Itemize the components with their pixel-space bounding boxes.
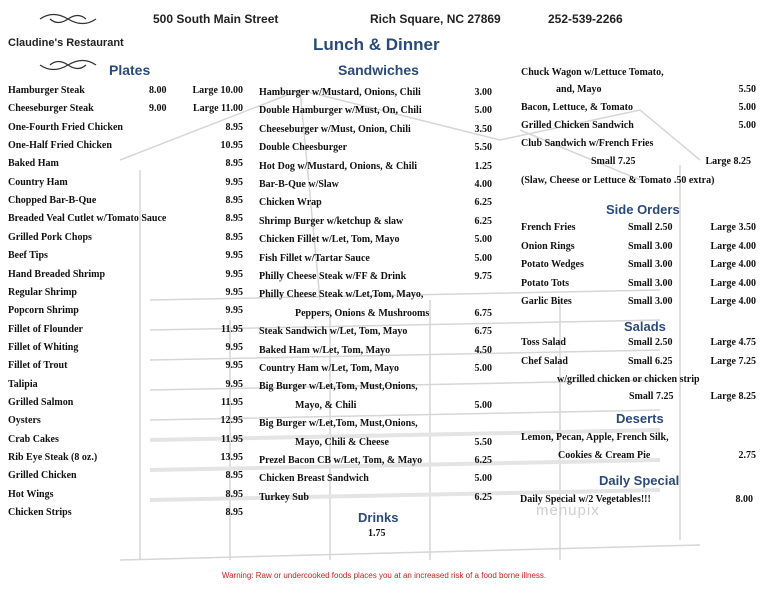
plate-price: 9.95	[225, 176, 243, 188]
plate-price: 11.95	[221, 433, 243, 445]
drinks-price: 1.75	[368, 528, 386, 539]
plate-row	[8, 359, 243, 373]
plate-row	[8, 341, 243, 355]
plate-name: Grilled Chicken	[8, 470, 77, 482]
sandwich-name: Big Burger w/Let,Tom, Must,Onions,	[259, 381, 418, 393]
right-sandwich-name: Club Sandwich w/French Fries	[521, 138, 654, 149]
sandwich-row	[259, 141, 492, 155]
plate-name: Grilled Salmon	[8, 396, 74, 408]
deserts-title: Deserts	[616, 411, 664, 426]
sandwich-row	[259, 344, 492, 358]
plate-price: 10.95	[220, 140, 243, 152]
side-row	[521, 240, 756, 254]
plate-price: 8.00	[149, 85, 167, 96]
plate-price: 8.95	[225, 121, 243, 133]
side-row	[521, 277, 756, 291]
salad-large: Large 7.25	[710, 355, 756, 367]
right-sandwich-name: Grilled Chicken Sandwich	[521, 120, 634, 131]
side-row	[521, 221, 756, 235]
plate-name: Fillet of Trout	[8, 360, 68, 372]
plate-price: 11.95	[221, 323, 243, 335]
sandwich-name: Country Ham w/Let, Tom, Mayo	[259, 363, 399, 374]
sandwich-price: 6.25	[474, 197, 492, 209]
sandwiches-title: Sandwiches	[338, 62, 419, 78]
plate-row	[8, 102, 243, 116]
sandwich-name: Double Hamburger w/Must, On, Chili	[259, 105, 422, 117]
plate-price: 12.95	[220, 415, 243, 427]
warning-text: Warning: Raw or undercooked foods places you at an increased risk of a food borne illness.	[221, 571, 547, 580]
salad-row	[521, 336, 756, 350]
sandwich-price: 4.50	[474, 344, 492, 356]
sandwich-price: 4.00	[474, 179, 492, 190]
right-sandwich-row	[521, 119, 756, 133]
sandwich-price: 5.50	[474, 142, 492, 154]
plate-price: 9.95	[225, 378, 243, 390]
sandwich-price: 1.25	[474, 160, 492, 172]
plate-name: Popcorn Shrimp	[8, 305, 79, 317]
sandwich-price: 6.25	[474, 455, 492, 466]
plate-name: Hamburger Steak	[8, 85, 85, 96]
side-orders-title: Side Orders	[606, 202, 680, 217]
right-sandwich-row	[521, 83, 756, 97]
plate-price: 8.95	[225, 158, 243, 170]
sandwich-row	[259, 160, 492, 174]
sandwich-row	[259, 104, 492, 118]
plate-price: 8.95	[225, 195, 243, 207]
address: 500 South Main Street	[153, 12, 279, 26]
sandwich-row	[259, 325, 492, 339]
side-name: French Fries	[521, 222, 576, 233]
plate-name: One-Fourth Fried Chicken	[8, 121, 123, 133]
menu-title: Lunch & Dinner	[313, 35, 440, 54]
sandwich-name: Chicken Breast Sandwich	[259, 473, 369, 485]
daily-special-title: Daily Special	[599, 473, 680, 488]
side-row	[521, 295, 756, 309]
plate-row	[8, 157, 243, 171]
side-large: Large 4.00	[710, 296, 756, 307]
sandwich-price: 5.00	[474, 473, 492, 485]
plate-row	[8, 249, 243, 263]
plate-price: 9.95	[225, 250, 243, 262]
sandwich-row	[259, 252, 492, 266]
right-sandwich-price: 5.50	[738, 84, 756, 95]
plate-large-price: Large 10.00	[192, 85, 243, 96]
plate-name: Hot Wings	[8, 488, 54, 500]
sandwich-name: Chicken Fillet w/Let, Tom, Mayo	[259, 234, 400, 246]
plate-row	[8, 268, 243, 282]
plate-row	[8, 304, 243, 318]
plate-price: 9.95	[225, 268, 243, 280]
sandwich-row	[259, 288, 492, 302]
sandwich-name: Chicken Wrap	[259, 197, 322, 209]
sandwich-row	[259, 123, 492, 137]
sandwich-name: Hamburger w/Mustard, Onions, Chili	[259, 87, 421, 98]
right-sandwich-row	[521, 66, 756, 80]
sandwich-price: 6.75	[474, 326, 492, 338]
sandwich-row	[259, 86, 492, 100]
club-small: Small 7.25	[591, 156, 636, 167]
plate-row	[8, 139, 243, 153]
plate-name: Chicken Strips	[8, 507, 72, 519]
plate-price: 9.95	[225, 286, 243, 298]
salad-small: Small 6.25	[628, 355, 673, 367]
sandwich-name: Turkey Sub	[259, 491, 309, 503]
side-small: Small 3.00	[628, 259, 673, 270]
salad-name: Toss Salad	[521, 337, 566, 348]
daily-special-price: 8.00	[735, 494, 753, 505]
plate-row	[8, 433, 243, 447]
plate-name: Grilled Pork Chops	[8, 231, 92, 243]
sandwich-name: Mayo, Chili & Cheese	[295, 436, 389, 448]
sandwich-row	[259, 436, 492, 450]
plate-price: 13.95	[220, 452, 243, 463]
sandwich-price: 3.50	[474, 123, 492, 135]
sandwich-row	[259, 380, 492, 394]
plate-name: One-Half Fried Chicken	[8, 140, 112, 152]
sandwich-price: 6.25	[474, 491, 492, 503]
daily-special-line: Daily Special w/2 Vegetables!!!	[520, 494, 651, 505]
side-small: Small 3.00	[628, 296, 673, 307]
side-name: Onion Rings	[521, 240, 575, 252]
restaurant-name: Claudine's Restaurant	[8, 37, 124, 49]
plate-name: Breaded Veal Cutlet w/Tomato Sauce	[8, 213, 167, 225]
plate-name: Fillet of Whiting	[8, 341, 79, 353]
sandwich-row	[259, 178, 492, 192]
sandwich-row	[259, 196, 492, 210]
deserts-line1: Lemon, Pecan, Apple, French Silk,	[521, 432, 669, 443]
salad-extra-large: Large 8.25	[710, 391, 756, 402]
plate-row	[8, 323, 243, 337]
plates-title: Plates	[109, 62, 151, 78]
plate-name: Fillet of Flounder	[8, 323, 83, 335]
sandwich-price: 5.00	[474, 105, 492, 117]
club-large: Large 8.25	[705, 156, 751, 167]
plate-row	[8, 488, 243, 502]
plate-row	[8, 231, 243, 245]
sandwich-price: 9.75	[474, 271, 492, 282]
side-large: Large 4.00	[710, 240, 756, 252]
side-small: Small 2.50	[628, 222, 673, 233]
side-large: Large 4.00	[710, 259, 756, 270]
sandwich-name: Steak Sandwich w/Let, Tom, Mayo	[259, 326, 408, 338]
plate-name: Cheeseburger Steak	[8, 103, 94, 115]
plate-row	[8, 414, 243, 428]
side-name: Garlic Bites	[521, 296, 572, 307]
plate-price: 9.95	[225, 360, 243, 372]
plate-name: Crab Cakes	[8, 433, 59, 445]
sandwich-name: Big Burger w/Let,Tom, Must,Onions,	[259, 418, 418, 430]
plate-name: Hand Breaded Shrimp	[8, 268, 106, 280]
sandwich-name: Peppers, Onions & Mushrooms	[295, 307, 430, 319]
side-name: Potato Tots	[521, 277, 570, 289]
deserts-line2: Cookies & Cream Pie	[558, 450, 651, 461]
side-name: Potato Wedges	[521, 259, 584, 270]
sandwich-name: Philly Cheese Steak w/FF & Drink	[259, 271, 407, 282]
plate-row	[8, 194, 243, 208]
salad-extra: w/grilled chicken or chicken strip	[557, 374, 700, 385]
plate-row	[8, 451, 243, 465]
ornament-bottom-icon	[38, 56, 98, 74]
sandwich-name: Double Cheesburger	[259, 142, 348, 154]
sandwich-row	[259, 307, 492, 321]
sandwich-name: Fish Fillet w/Tartar Sauce	[259, 252, 370, 264]
plate-price: 8.95	[225, 470, 243, 482]
plate-row	[8, 121, 243, 135]
plate-name: Rib Eye Steak (8 oz.)	[8, 452, 98, 463]
salad-extra-prices	[629, 390, 756, 404]
sandwich-row	[259, 472, 492, 486]
deserts-price: 2.75	[738, 450, 756, 461]
plate-name: Regular Shrimp	[8, 286, 77, 298]
sandwich-price: 5.00	[474, 252, 492, 264]
club-note: (Slaw, Cheese or Lettuce & Tomato .50 extra)	[521, 175, 715, 186]
sandwich-price: 5.00	[474, 234, 492, 246]
plate-price: 8.95	[225, 488, 243, 500]
sandwich-price: 3.00	[474, 87, 492, 98]
sandwich-row	[259, 270, 492, 284]
side-large: Large 3.50	[710, 222, 756, 233]
ornament-top-icon	[38, 10, 98, 28]
plate-price: 9.95	[225, 305, 243, 317]
plate-name: Baked Ham	[8, 158, 59, 170]
right-sandwich-price: 5.00	[738, 102, 756, 113]
plate-price: 8.95	[225, 507, 243, 519]
plate-row	[8, 469, 243, 483]
sandwich-price: 5.00	[474, 363, 492, 374]
salads-title: Salads	[624, 319, 666, 334]
plate-row	[8, 378, 243, 392]
salad-extra-small: Small 7.25	[629, 391, 674, 402]
sandwich-name: Philly Cheese Steak w/Let,Tom, Mayo,	[259, 289, 424, 301]
sandwich-row	[259, 233, 492, 247]
salad-row	[521, 355, 756, 369]
phone: 252-539-2266	[548, 12, 623, 26]
plate-price: 9.00	[149, 103, 167, 115]
sandwich-name: Baked Ham w/Let, Tom, Mayo	[259, 344, 391, 356]
salad-large: Large 4.75	[710, 337, 756, 348]
plate-row	[8, 506, 243, 520]
plate-row	[8, 84, 243, 98]
right-sandwich-row	[521, 101, 756, 115]
plate-price: 8.95	[225, 213, 243, 225]
city: Rich Square, NC 27869	[370, 12, 501, 26]
sandwich-row	[259, 215, 492, 229]
salad-small: Small 2.50	[628, 337, 673, 348]
plate-name: Talipia	[8, 378, 38, 390]
sandwich-row	[259, 362, 492, 376]
sandwich-row	[259, 491, 492, 505]
sandwich-price: 6.75	[474, 307, 492, 319]
sandwich-row	[259, 417, 492, 431]
sandwich-name: Cheeseburger w/Must, Onion, Chili	[259, 123, 411, 135]
watermark: menupix	[536, 502, 600, 519]
sandwich-row	[259, 454, 492, 468]
plate-price: 9.95	[225, 341, 243, 353]
right-sandwich-name: Bacon, Lettuce, & Tomato	[521, 102, 633, 113]
club-sizes	[591, 155, 751, 169]
plate-price: 11.95	[221, 396, 243, 408]
sandwich-price: 5.00	[474, 399, 492, 411]
right-sandwich-price: 5.00	[738, 120, 756, 131]
side-row	[521, 258, 756, 272]
plate-name: Country Ham	[8, 176, 68, 188]
plate-row	[8, 396, 243, 410]
plate-name: Chopped Bar-B-Que	[8, 195, 97, 207]
sandwich-row	[259, 399, 492, 413]
sandwich-name: Prezel Bacon CB w/Let, Tom, & Mayo	[259, 455, 423, 466]
side-small: Small 3.00	[628, 240, 673, 252]
plate-price: 8.95	[225, 231, 243, 243]
plate-name: Beef Tips	[8, 250, 48, 262]
plate-name: Oysters	[8, 415, 41, 427]
plate-large-price: Large 11.00	[193, 103, 243, 115]
sandwich-name: Hot Dog w/Mustard, Onions, & Chili	[259, 160, 418, 172]
plate-row	[8, 286, 243, 300]
sandwich-name: Shrimp Burger w/ketchup & slaw	[259, 215, 404, 227]
sandwich-name: Bar-B-Que w/Slaw	[259, 179, 339, 190]
plate-row	[8, 176, 243, 190]
right-sandwich-name: and, Mayo	[556, 84, 602, 95]
right-sandwich-name: Chuck Wagon w/Lettuce Tomato,	[521, 67, 664, 78]
salad-name: Chef Salad	[521, 355, 568, 367]
side-large: Large 4.00	[710, 277, 756, 289]
sandwich-price: 5.50	[474, 436, 492, 448]
sandwich-price: 6.25	[474, 215, 492, 227]
sandwich-name: Mayo, & Chili	[295, 399, 357, 411]
plate-row	[8, 212, 243, 226]
side-small: Small 3.00	[628, 277, 673, 289]
drinks-title: Drinks	[358, 510, 399, 525]
right-sandwich-row	[521, 137, 756, 151]
